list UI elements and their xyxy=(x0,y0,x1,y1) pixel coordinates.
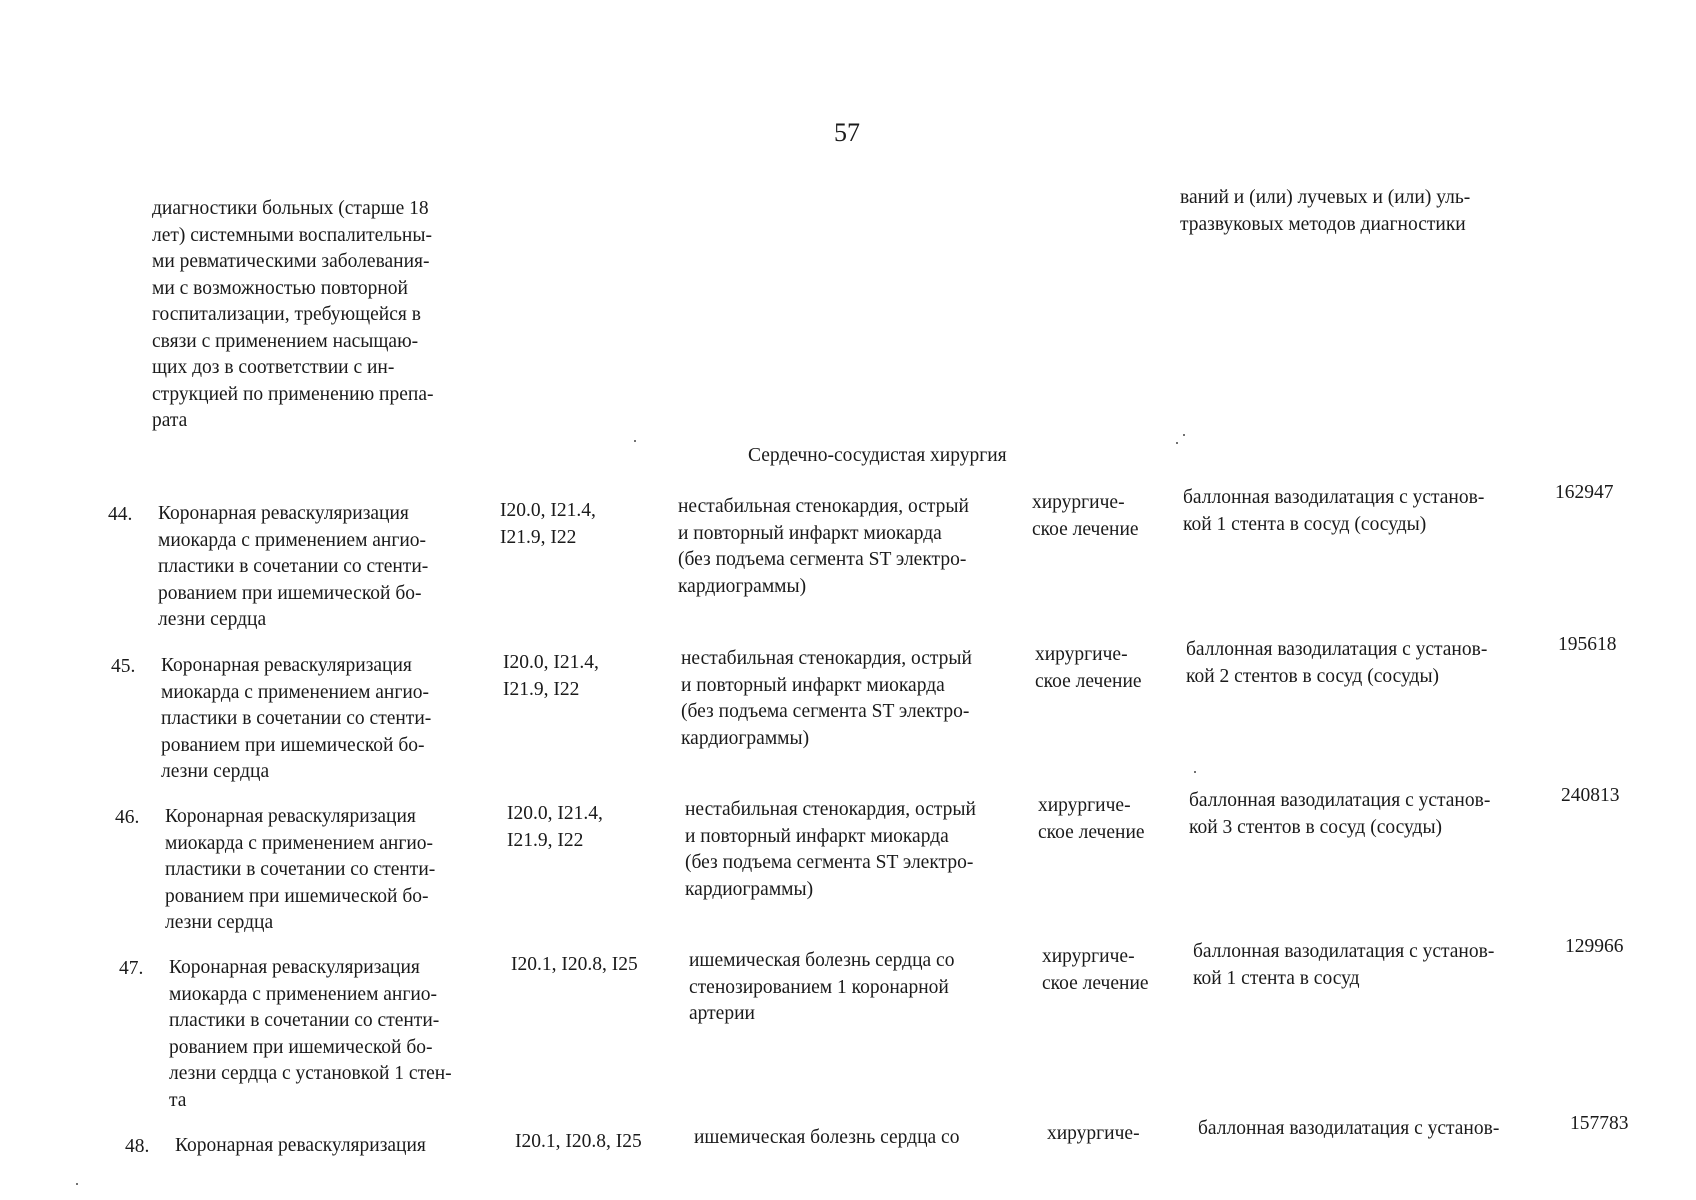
treatment-type: хирургиче- ское лечение xyxy=(1038,795,1145,843)
continuation-right-text: ваний и (или) лучевых и (или) уль- тразвуковых методов диагностики xyxy=(1180,187,1471,235)
icd-codes: I20.1, I20.8, I25 xyxy=(511,954,638,975)
row-number: 45. xyxy=(111,656,136,677)
cost-value: 195618 xyxy=(1558,634,1617,655)
procedure-name: Коронарная реваскуляризация миокарда с применением ангио- пластики в сочетании со стенти- рованием при ишемической бо- лезни сердца xyxy=(161,655,432,782)
icd-codes: I20.0, I21.4, I21.9, I22 xyxy=(500,500,596,548)
row-number: 46. xyxy=(115,807,140,828)
scan-speck xyxy=(1183,434,1185,436)
treatment-type: хирургиче- xyxy=(1047,1123,1140,1144)
treatment-method: баллонная вазодилатация с установ- кой 1 стента в сосуд xyxy=(1193,941,1495,989)
icd-codes: I20.1, I20.8, I25 xyxy=(515,1131,642,1152)
cost-value: 129966 xyxy=(1565,936,1624,957)
treatment-method: баллонная вазодилатация с установ- кой 3 стентов в сосуд (сосуды) xyxy=(1189,790,1491,838)
cost-value: 157783 xyxy=(1570,1113,1629,1134)
procedure-name: Коронарная реваскуляризация xyxy=(175,1135,426,1156)
treatment-method: баллонная вазодилатация с установ- кой 2 стентов в сосуд (сосуды) xyxy=(1186,639,1488,687)
scan-speck xyxy=(1194,771,1196,773)
procedure-name: Коронарная реваскуляризация миокарда с применением ангио- пластики в сочетании со стенти- рованием при ишемической бо- лезни сердца с установкой 1 стен- та xyxy=(169,957,452,1111)
procedure-name: Коронарная реваскуляризация миокарда с применением ангио- пластики в сочетании со стенти- рованием при ишемической бо- лезни сердца xyxy=(165,806,436,933)
cost-value: 240813 xyxy=(1561,785,1620,806)
row-number: 44. xyxy=(108,504,133,525)
treatment-type: хирургиче- ское лечение xyxy=(1042,946,1149,994)
scan-speck xyxy=(634,440,636,442)
continuation-left-text: диагностики больных (старше 18 лет) системными воспалительны- ми ревматическими заболевания- ми с возможностью повторной госпитализации, требующейся в связи с применением насыщаю- щих доз в соответствии с ин- струкцией по применению препа- рата xyxy=(152,198,434,431)
treatment-type: хирургиче- ское лечение xyxy=(1035,644,1142,692)
row-number: 47. xyxy=(119,958,144,979)
patient-model: нестабильная стенокардия, острый и повторный инфаркт миокарда (без подъема сегмента ST электро- кардиограммы) xyxy=(678,496,969,597)
patient-model: нестабильная стенокардия, острый и повторный инфаркт миокарда (без подъема сегмента ST электро- кардиограммы) xyxy=(681,648,972,749)
page-number: 57 xyxy=(834,118,860,147)
patient-model: ишемическая болезнь сердца со xyxy=(694,1127,960,1148)
treatment-type: хирургиче- ское лечение xyxy=(1032,492,1139,540)
scan-speck xyxy=(76,1183,78,1185)
section-title: Сердечно-сосудистая хирургия xyxy=(748,445,1007,466)
cost-value: 162947 xyxy=(1555,482,1614,503)
row-number: 48. xyxy=(125,1136,150,1157)
treatment-method: баллонная вазодилатация с установ- кой 1 стента в сосуд (сосуды) xyxy=(1183,487,1485,535)
treatment-method: баллонная вазодилатация с установ- xyxy=(1198,1118,1500,1139)
patient-model: нестабильная стенокардия, острый и повторный инфаркт миокарда (без подъема сегмента ST электро- кардиограммы) xyxy=(685,799,976,900)
icd-codes: I20.0, I21.4, I21.9, I22 xyxy=(507,803,603,851)
procedure-name: Коронарная реваскуляризация миокарда с применением ангио- пластики в сочетании со стенти- рованием при ишемической бо- лезни сердца xyxy=(158,503,429,630)
scan-speck xyxy=(1176,442,1178,444)
icd-codes: I20.0, I21.4, I21.9, I22 xyxy=(503,652,599,700)
patient-model: ишемическая болезнь сердца со стенозированием 1 коронарной артерии xyxy=(689,950,955,1024)
